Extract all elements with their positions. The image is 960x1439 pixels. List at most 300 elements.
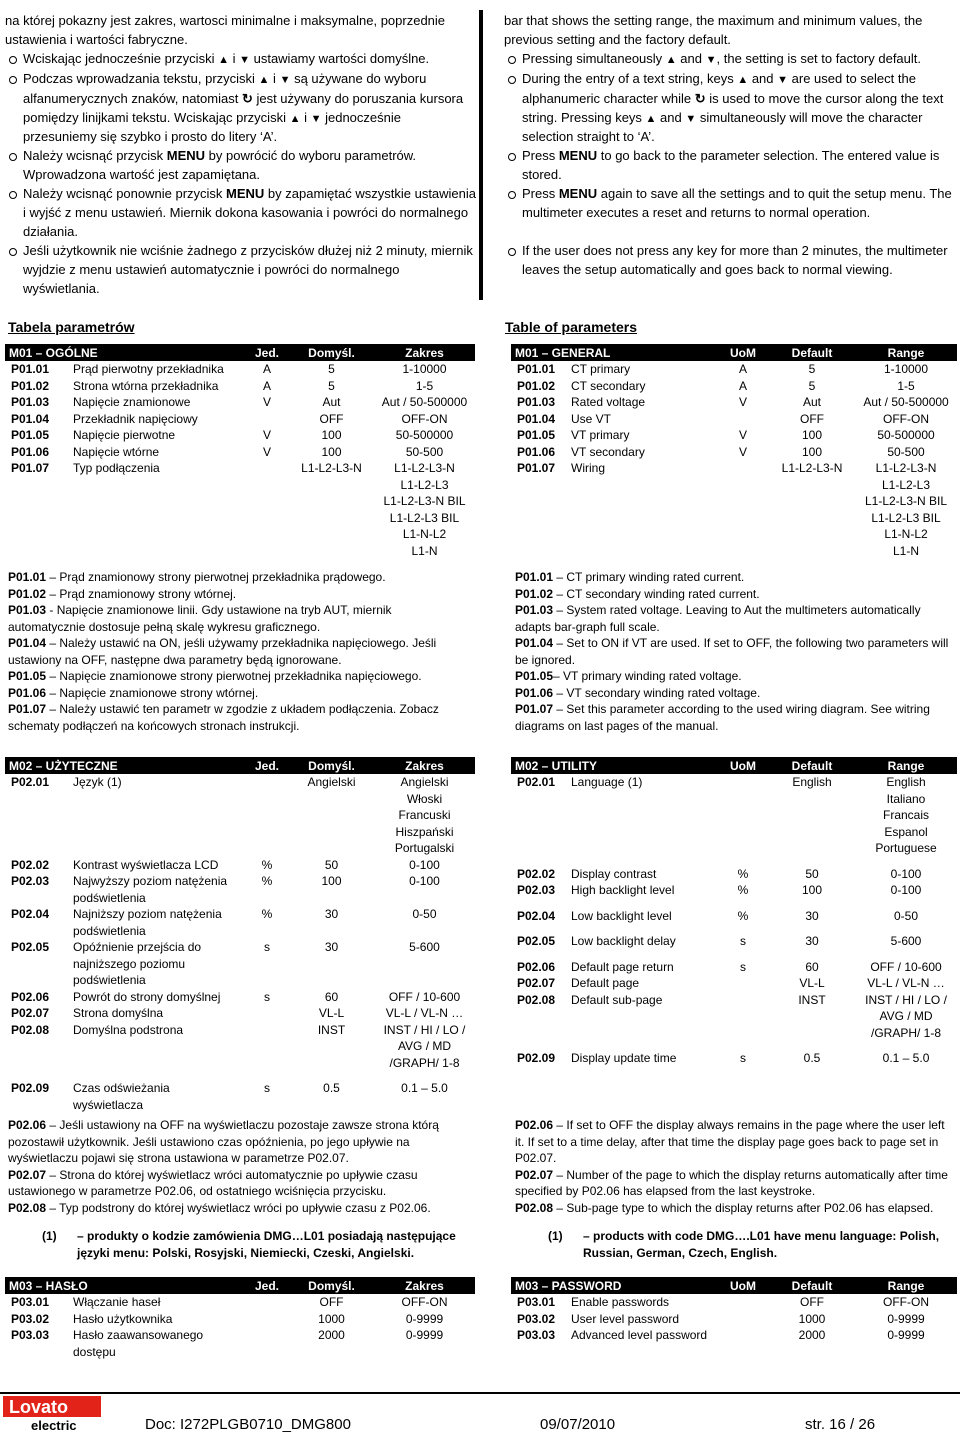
param-description: Opóźnienie przejścia do najniższego poziomu podświetlenia [73, 940, 202, 987]
table-row [511, 908, 957, 925]
param-unit: s [264, 989, 270, 1004]
note-line [8, 685, 453, 702]
param-unit: V [262, 428, 271, 442]
param-range: L1-L2-L3-N L1-L2-L3 L1-L2-L3-N BIL L1-L2-L3 BIL L1-N-L2 L1-N [864, 461, 948, 558]
text: are used to select the alphanumeric character while [522, 70, 916, 106]
param-description: Rated voltage [571, 395, 646, 409]
param-code: P01.05 [11, 428, 50, 442]
param-range: OFF / 10-600 [870, 959, 942, 974]
param-default: 100 [802, 444, 823, 459]
note-text: – Prąd znamionowy strony pierwotnej przekładnika prądowego. [46, 570, 386, 584]
pl-intro-paragraph: na której pokazny jest zakres, wartosci minimalne i maksymalne, poprzednie ustawienia i wartości fabryczne. [5, 13, 446, 47]
param-default: 30 [324, 907, 339, 921]
page-footer [0, 1386, 960, 1439]
param-default: L1-L2-L3-N [781, 461, 843, 475]
menu-title: M01 – GENERAL [511, 344, 717, 361]
param-description: Najniższy poziom natężenia podświetlenia [73, 907, 222, 938]
en-intro-paragraph: bar that shows the setting range, the maximum and minimum values, the previous setting and the factory default. [504, 13, 923, 47]
param-range: 1-5 [415, 378, 434, 393]
text: During the entry of a text string, keys [522, 70, 738, 86]
spacer-cell [5, 1071, 475, 1080]
param-description: Strona domyślna [73, 1006, 164, 1020]
param-default: 60 [324, 989, 339, 1004]
down-arrow-icon: ▼ [705, 53, 717, 66]
note-text: – Należy ustawić na ON, jeśli używamy przekładnika napięciowego. Jeśli ustawiony na OFF, następne dwa parametry będą ignorowane. [8, 636, 437, 667]
param-code: P01.06 [517, 444, 556, 459]
unit-header: Jed. [245, 757, 289, 774]
param-range: VL-L / VL-N … [867, 976, 945, 990]
note-text: - Napięcie znamionowe linii. Gdy ustawione na tryb AUT, miernik automatycznie dostosuje pełną skalę wykresu graficznego. [8, 603, 392, 634]
param-unit [245, 1327, 289, 1360]
text: and [676, 50, 706, 66]
table-row [511, 774, 957, 857]
param-range: 0-100 [890, 883, 922, 897]
param-default: 2000 [318, 1328, 345, 1342]
text: ustawiamy wartości domyślne. [249, 50, 430, 66]
table-row [511, 1327, 957, 1344]
note-text: – CT secondary winding rated current. [553, 586, 760, 601]
note-text: – Napięcie znamionowe strony pierwotnej przekładnika napięciowego. [46, 669, 422, 683]
param-code: P02.02 [11, 857, 50, 872]
pl-m03-table [5, 1277, 475, 1360]
note-text: – Jeśli ustawiony na OFF na wyświetlaczu pozostaje zawsze strona którą pozostawił użytkownik. Jeśli ustawiono czas opóźnienia, po jego upływie na wyświetlaczu pojawi się strona ustawiona w parametrze P02.07. [8, 1118, 439, 1165]
param-code: P02.01 [517, 775, 556, 789]
table-header-row [5, 344, 475, 361]
table-row [5, 427, 475, 444]
note-code: P01.06 [8, 685, 47, 700]
param-description: Low backlight level [571, 908, 672, 923]
param-range: L1-L2-L3-N L1-L2-L3 L1-L2-L3-N BIL L1-L2-L3 BIL L1-N-L2 L1-N [383, 461, 466, 558]
table-row [5, 857, 475, 874]
en-m01-notes [515, 569, 955, 734]
text: jest używany do poruszania kursora pomiędzy linijkami tekstu. Wciskając przyciski [23, 90, 464, 125]
table-row [5, 1294, 475, 1311]
param-range: English Italiano Francais Espanol Portuguese [875, 775, 937, 855]
row-spacer [511, 857, 957, 866]
param-code: P03.02 [517, 1311, 556, 1326]
param-code: P02.08 [517, 992, 556, 1007]
unit-header: UoM [717, 757, 769, 774]
up-arrow-icon: ▲ [258, 73, 270, 86]
pl-bullet-text-entry [5, 70, 476, 148]
range-header: Range [855, 757, 957, 774]
param-range: Aut / 50-500000 [381, 395, 468, 409]
param-description: Przekładnik napięciowy [73, 411, 198, 426]
text: to go back to the parameter selection. The entered value is stored. [522, 148, 940, 183]
param-code: P02.06 [11, 989, 50, 1004]
param-unit: % [261, 907, 273, 921]
param-range: 50-500000 [877, 428, 935, 442]
default-header: Default [769, 344, 855, 361]
note-line [8, 602, 453, 635]
table-row [511, 933, 957, 950]
note-code: P01.01 [8, 570, 47, 584]
row-spacer [5, 1071, 475, 1080]
default-header: Domyśl. [289, 1277, 374, 1294]
param-unit: s [264, 940, 270, 954]
param-range: 0-9999 [887, 1311, 925, 1326]
param-unit [717, 1327, 769, 1344]
note-line [8, 569, 453, 586]
up-arrow-icon: ▲ [737, 73, 749, 86]
pl-m01-table [5, 344, 475, 559]
pl-bullet-menu-save [5, 185, 476, 242]
table-row [5, 378, 475, 395]
param-code: P03.01 [517, 1295, 556, 1309]
text: Należy wcisnąć ponownie przycisk [23, 186, 227, 202]
text: Pressing simultaneously [522, 50, 666, 66]
lovato-logo [3, 1394, 101, 1432]
param-unit [717, 774, 769, 857]
en-intro-list [504, 50, 954, 280]
note-line [515, 602, 955, 635]
param-unit [245, 774, 289, 857]
pl-bullet-timeout: Jeśli użytkownik nie wciśnie żadnego z przycisków dłużej niż 2 minuty, miernik wyjdzie z menu ustawień automatycznie i powróci do normalnego wyświetlania. [5, 242, 476, 299]
text: by powrócić do wyboru parametrów. Wprowadzona wartość jest zapamiętana. [23, 148, 417, 183]
param-range: INST / HI / LO / AVG / MD /GRAPH/ 1-8 [865, 992, 947, 1040]
table-row [511, 378, 957, 395]
param-default: 30 [324, 940, 339, 954]
table-row [5, 444, 475, 461]
param-range: 0-100 [409, 874, 440, 888]
param-range: 0.1 – 5.0 [401, 1081, 448, 1095]
footnote-number: (1) [42, 1229, 57, 1243]
param-range: Aut / 50-500000 [863, 395, 949, 409]
note-code: P01.04 [8, 636, 47, 650]
param-description: Napięcie pierwotne [73, 428, 176, 442]
param-code: P02.03 [11, 874, 50, 888]
param-default: VL-L [318, 1006, 345, 1020]
param-range: 0-9999 [405, 1311, 444, 1326]
param-unit: s [740, 1051, 747, 1065]
param-code: P01.05 [517, 428, 556, 442]
unit-header: Jed. [245, 344, 289, 361]
text: , the setting is set to factory default. [716, 50, 921, 66]
footnote-text: – products with code DMG….L01 have menu language: Polish, Russian, German, Czech, English. [583, 1229, 940, 1260]
note-line [8, 1167, 453, 1200]
unit-header: Jed. [245, 1277, 289, 1294]
param-range: 50-500 [405, 444, 444, 459]
param-code: P01.01 [11, 362, 50, 376]
param-default: 30 [805, 934, 819, 948]
table-row [511, 1311, 957, 1328]
param-range: 50-500000 [395, 428, 454, 442]
param-description: Hasło zaawansowanego dostępu [73, 1328, 204, 1359]
menu-key-label: MENU [558, 186, 598, 202]
param-range: OFF-ON [883, 411, 930, 426]
param-unit [717, 1311, 769, 1328]
note-code: P01.05 [515, 669, 554, 683]
param-unit: % [261, 874, 273, 888]
note-text: – Należy ustawić ten parametr w zgodzie z układem podłączenia. Zobacz schematy podłączeń na końcowych stronach instrukcji. [8, 702, 439, 733]
param-description: CT primary [571, 362, 631, 376]
param-description: Low backlight delay [571, 934, 676, 948]
param-default: 5 [328, 362, 335, 376]
note-text: – Prąd znamionowy strony wtórnej. [46, 586, 237, 601]
note-code: P02.06 [8, 1118, 47, 1132]
param-default: INST [317, 1022, 346, 1037]
note-line [8, 1117, 453, 1167]
param-default: 100 [321, 874, 342, 888]
param-description: Najwyższy poziom natężenia podświetlenia [73, 874, 228, 905]
param-code: P01.01 [517, 362, 556, 376]
param-description: Język (1) [73, 775, 122, 789]
range-header: Zakres [374, 757, 475, 774]
text: są używane do wyboru alfanumerycznych znaków, natomiast [23, 70, 427, 106]
param-description: Domyślna podstrona [73, 1022, 184, 1037]
param-description: Default page [571, 976, 640, 990]
param-code: P03.01 [11, 1295, 50, 1309]
note-code: P02.08 [515, 1200, 554, 1215]
menu-title: M02 – UTILITY [511, 757, 717, 774]
param-code: P02.05 [517, 934, 556, 948]
param-range: 1-10000 [883, 362, 929, 376]
text: i [228, 50, 240, 66]
param-description: Napięcie wtórne [73, 444, 160, 459]
menu-key-label: MENU [226, 186, 265, 202]
text: i [300, 109, 311, 125]
param-default: 5 [808, 378, 816, 393]
param-description: Strona wtórna przekładnika [73, 378, 219, 393]
note-line [8, 668, 453, 685]
param-description: Display contrast [571, 866, 657, 881]
param-default: 60 [805, 959, 819, 974]
en-m02-notes [515, 1117, 955, 1216]
param-default: English [792, 775, 832, 789]
down-arrow-icon: ▼ [310, 112, 322, 125]
note-code: P01.02 [8, 586, 47, 601]
param-unit [717, 1294, 769, 1311]
param-description: Default sub-page [571, 992, 663, 1007]
table-header-row [511, 344, 957, 361]
row-spacer [511, 899, 957, 908]
text: Press [522, 186, 559, 202]
param-unit: A [262, 362, 271, 376]
note-text: – Strona do której wyświetlacz wróci automatycznie po upływie czasu ustawionego w parametrze P02.06, od ostatniego wciśnięcia przycisku. [8, 1167, 418, 1198]
param-range: 0-50 [894, 908, 919, 923]
table-row [511, 460, 957, 559]
en-bullet-text-entry [504, 70, 954, 148]
pl-bullet-defaults [5, 50, 476, 70]
note-code: P01.04 [515, 636, 554, 650]
param-unit [717, 460, 769, 559]
param-default: OFF [800, 1295, 824, 1309]
footnote-text: – produkty o kodzie zamówienia DMG…L01 posiadają następujące języki menu: Polski, Rosyjski, Niemiecki, Czeski, Angielski. [77, 1229, 456, 1260]
default-header: Domyśl. [289, 344, 374, 361]
param-default: OFF [319, 1295, 344, 1309]
note-line [515, 1200, 955, 1217]
pl-intro-list [5, 50, 476, 299]
pl-m01-notes [8, 569, 453, 734]
note-text: – Sub-page type to which the display returns after P02.06 has elapsed. [553, 1200, 934, 1215]
column-divider [479, 10, 483, 300]
param-code: P02.05 [11, 940, 50, 954]
text: i [269, 70, 280, 86]
table-row [511, 1050, 957, 1067]
param-description: User level password [571, 1311, 680, 1326]
menu-title: M01 – OGÓLNE [5, 344, 245, 361]
param-unit [245, 1311, 289, 1328]
menu-key-label: MENU [558, 148, 598, 164]
table-row [5, 989, 475, 1006]
note-text: – VT primary winding rated voltage. [553, 669, 742, 683]
document-code: Doc: I272PLGB0710_DMG800 [145, 1416, 351, 1433]
param-description: Default page return [571, 959, 674, 974]
param-description: CT secondary [571, 378, 646, 393]
param-default: Aut [803, 395, 822, 409]
param-code: P01.07 [517, 461, 556, 475]
param-code: P01.04 [517, 411, 556, 426]
param-range: 0-50 [412, 907, 437, 921]
param-unit: V [739, 428, 748, 442]
param-unit: s [740, 934, 747, 948]
param-unit [245, 460, 289, 559]
note-text: – VT secondary winding rated voltage. [553, 685, 761, 700]
table-row [511, 959, 957, 976]
table-row [511, 444, 957, 461]
menu-title: M02 – UŻYTECZNE [5, 757, 245, 774]
pl-intro [5, 0, 476, 299]
param-unit: V [262, 395, 271, 409]
param-range: INST / HI / LO / AVG / MD /GRAPH/ 1-8 [383, 1022, 466, 1070]
param-code: P01.02 [11, 378, 50, 393]
param-unit: V [262, 444, 271, 459]
note-code: P01.06 [515, 685, 554, 700]
table-row [5, 906, 475, 939]
param-unit: s [264, 1081, 270, 1095]
en-m03-table [511, 1277, 957, 1344]
param-default: 30 [805, 908, 819, 923]
en-intro [504, 0, 954, 280]
param-unit: A [262, 378, 271, 393]
param-description: Prąd pierwotny przekładnika [73, 362, 224, 376]
en-bullet-menu-save [504, 185, 954, 223]
en-m01-table [511, 344, 957, 559]
default-header: Domyśl. [289, 757, 374, 774]
param-description: Hasło użytkownika [73, 1311, 173, 1326]
param-range: 50-500 [887, 444, 925, 459]
note-text: – Set this parameter according to the used wiring diagram. See witring diagrams on last pages of the manual. [515, 702, 930, 733]
up-arrow-icon: ▲ [665, 53, 677, 66]
en-table-heading: Table of parameters [505, 319, 638, 335]
param-description: High backlight level [571, 883, 675, 897]
param-range: OFF-ON [883, 1295, 929, 1309]
param-unit: % [737, 883, 749, 897]
table-header-row [5, 1277, 475, 1294]
up-arrow-icon: ▲ [645, 112, 657, 125]
param-unit: s [740, 959, 747, 974]
param-description: VT primary [571, 428, 630, 442]
note-text: – System rated voltage. Leaving to Aut the multimeters automatically adapts bar-graph full scale. [515, 603, 921, 634]
param-default: 2000 [798, 1328, 826, 1342]
spacer-cell [511, 899, 957, 908]
spacer-cell [511, 950, 957, 959]
pl-m02-notes [8, 1117, 453, 1216]
param-unit [245, 1022, 289, 1072]
param-default: L1-L2-L3-N [301, 461, 362, 475]
param-code: P02.06 [517, 959, 556, 974]
param-default: 50 [805, 866, 819, 881]
param-default: 1000 [798, 1311, 826, 1326]
param-unit [245, 1005, 289, 1022]
text: is used to move the cursor along the text string. Pressing keys [522, 90, 944, 125]
note-line [515, 701, 955, 734]
en-column [504, 0, 954, 280]
en-bullet-timeout: If the user does not press any key for more than 2 minutes, the multimeter leaves the setup automatically and goes back to normal viewing. [504, 242, 954, 280]
spacer-cell [511, 1041, 957, 1050]
range-header: Zakres [374, 344, 475, 361]
param-description: Napięcie znamionowe [73, 395, 191, 409]
param-default: OFF [319, 411, 344, 426]
param-code: P03.03 [517, 1328, 556, 1342]
note-code: P02.07 [515, 1167, 554, 1182]
note-code: P01.03 [8, 603, 47, 617]
en-bullet-defaults [504, 50, 954, 70]
note-code: P01.01 [515, 570, 554, 584]
note-line [515, 685, 955, 702]
param-code: P02.01 [11, 775, 50, 789]
footer-rule [0, 1392, 960, 1394]
param-default: 0.5 [323, 1081, 340, 1095]
param-description: Wiring [571, 461, 606, 475]
param-unit: V [739, 444, 748, 459]
param-default: 100 [321, 444, 342, 459]
footnote-number: (1) [548, 1229, 563, 1243]
range-header: Range [855, 1277, 957, 1294]
note-line [515, 1167, 955, 1200]
menu-key-label: MENU [166, 148, 206, 164]
table-row [5, 460, 475, 559]
note-code: P01.07 [515, 702, 554, 716]
cycle-icon: ↻ [694, 90, 706, 106]
text: simultaneously will move the character selection straight to ‘A’. [522, 109, 923, 145]
note-text: – Napięcie znamionowe strony wtórnej. [46, 685, 259, 700]
table-row [5, 939, 475, 989]
note-text: – Typ podstrony do której wyświetlacz wróci po upływie czasu z P02.06. [46, 1200, 431, 1215]
table-header-row [511, 757, 957, 774]
table-row [5, 1311, 475, 1328]
param-range: 5-600 [409, 940, 440, 954]
table-row [511, 975, 957, 992]
range-header: Range [855, 344, 957, 361]
param-description: VT secondary [571, 444, 645, 459]
param-default: 5 [328, 378, 335, 393]
text: and [656, 109, 686, 125]
text: by zapamiętać wszystkie ustawienia i wyjść z menu ustawień. Miernik dokona kasowania i powróci do normalnego działania. [23, 186, 477, 239]
table-row [511, 882, 957, 899]
text: Press [522, 148, 559, 164]
note-text: – Number of the page to which the display returns automatically after time specified by P02.06 has elapsed from the last keystroke. [515, 1167, 948, 1198]
logo-sub-text: electric [31, 1418, 77, 1432]
param-unit: % [737, 908, 749, 923]
param-code: P02.04 [517, 908, 556, 923]
param-unit [245, 411, 289, 428]
param-code: P01.06 [11, 444, 50, 459]
table-header-row [511, 1277, 957, 1294]
param-range: 5-600 [890, 934, 922, 948]
param-default: 100 [802, 883, 823, 897]
table-row [5, 1327, 475, 1360]
param-range: 0-9999 [405, 1328, 444, 1342]
param-range: OFF-ON [401, 411, 448, 426]
param-description: Advanced level password [571, 1328, 708, 1342]
param-range: 0-100 [409, 857, 440, 872]
note-code: P02.06 [515, 1118, 554, 1132]
range-header: Zakres [374, 1277, 475, 1294]
note-code: P02.08 [8, 1200, 47, 1215]
table-row [5, 1080, 475, 1113]
table-row [511, 866, 957, 883]
